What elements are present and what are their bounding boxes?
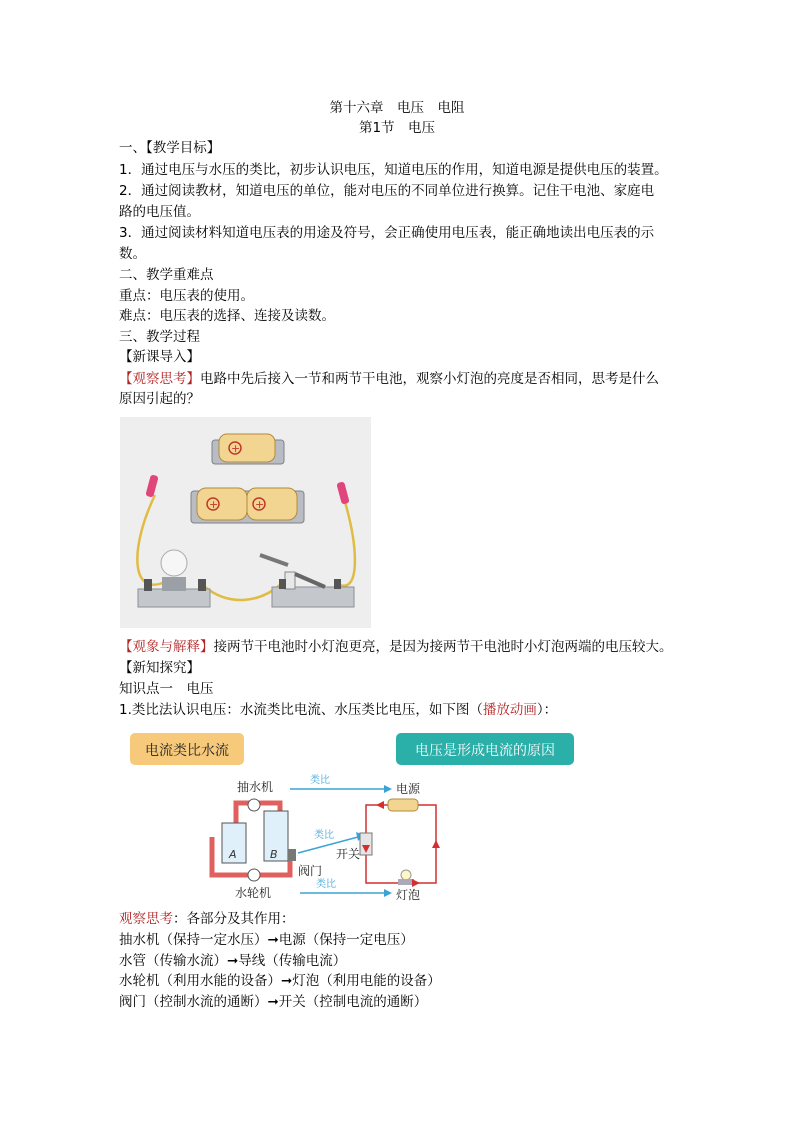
- pump-label: 抽水机: [237, 780, 274, 794]
- objectives-heading: 一、【教学目标】: [119, 140, 221, 156]
- obs2-line: [119, 909, 295, 929]
- explain-tag: 【观象与解释】: [119, 639, 214, 655]
- power-label: 电源: [396, 782, 421, 796]
- analogy-label-3: 类比: [316, 879, 336, 890]
- svg-text:+: +: [231, 442, 241, 455]
- single-battery: [212, 434, 284, 464]
- analogy-text-b: ）：: [536, 702, 558, 718]
- observe-tag: 【观察思考】: [119, 371, 200, 387]
- tank-a-label: A: [229, 848, 237, 861]
- objective-2b: 路的电压值。: [119, 204, 200, 220]
- left-box-label: 电流类比水流: [145, 743, 229, 759]
- right-box-label: 电压是形成电流的原因: [415, 743, 555, 759]
- bulb-holder: [138, 550, 210, 607]
- section-title: 第1节 电压: [358, 120, 436, 136]
- analogy-row-4: 阀门（控制水流的通断）➞开关（控制电流的通断）: [119, 994, 428, 1010]
- switch-label: 开关: [336, 847, 361, 861]
- keypoints-heading: 二、教学重难点: [119, 267, 214, 283]
- svg-text:+: +: [209, 498, 219, 511]
- valve-label: 阀门: [298, 864, 323, 878]
- objective-3a: 3．通过阅读材料知道电压表的用途及符号，会正确使用电压表，能正确地读出电压表的示: [119, 225, 655, 241]
- observe-line-b: 原因引起的？: [119, 391, 200, 407]
- analogy-svg: [120, 725, 580, 905]
- battery-circuit-figure: [120, 417, 371, 628]
- explain-text: 接两节干电池时小灯泡更亮，是因为接两节干电池时小灯泡两端的电压较大。: [213, 639, 673, 655]
- obs2-text: ：各部分及其作用：: [173, 911, 295, 927]
- double-battery: [191, 488, 304, 523]
- electric-circuit: [360, 799, 440, 887]
- analogy-label-2: 类比: [314, 830, 334, 841]
- observe-text: 电路中先后接入一节和两节干电池，观察小灯泡的亮度是否相同，思考是什么: [200, 371, 659, 387]
- intro-tag: 【新课导入】: [119, 349, 200, 365]
- analogy-text-a: 1.类比法认识电压：水流类比电流、水压类比电压，如下图（: [119, 702, 483, 718]
- play-animation-link[interactable]: 播放动画: [482, 702, 537, 718]
- objective-2a: 2．通过阅读教材，知道电压的单位，能对电压的不同单位进行换算。记住干电池、家庭电: [119, 183, 655, 199]
- explore-tag: 【新知探究】: [119, 660, 200, 676]
- analogy-row-3: 水轮机（利用水能的设备）➞灯泡（利用电能的设备）: [119, 973, 441, 989]
- chapter-title: 第十六章 电压 电阻: [329, 100, 465, 116]
- analogy-figure: [120, 725, 580, 905]
- analogy-label-1: 类比: [310, 775, 330, 786]
- observe-line-a: [119, 369, 659, 389]
- key-point: 重点：电压表的使用。: [119, 288, 254, 304]
- knowledge-title: 知识点一 电压: [119, 681, 214, 697]
- process-heading: 三、教学过程: [119, 329, 200, 345]
- bulb-label: 灯泡: [396, 888, 421, 902]
- obs2-tag: 观察思考: [119, 911, 173, 927]
- analogy-line: [119, 700, 557, 720]
- svg-text:+: +: [255, 498, 265, 511]
- objective-3b: 数。: [119, 246, 146, 262]
- objective-1: 1．通过电压与水压的类比，初步认识电压，知道电压的作用，知道电源是提供电压的装置。: [119, 162, 668, 178]
- turbine-label: 水轮机: [235, 886, 272, 900]
- difficult-point: 难点：电压表的选择、连接及读数。: [119, 308, 335, 324]
- analogy-row-1: 抽水机（保持一定水压）➞电源（保持一定电压）: [119, 932, 414, 948]
- tank-b-label: B: [270, 848, 278, 861]
- explain-line: [119, 637, 673, 657]
- switch-device: [260, 555, 354, 607]
- analogy-row-2: 水管（传输水流）➞导线（传输电流）: [119, 953, 347, 969]
- water-system: [212, 799, 296, 881]
- battery-circuit-svg: [120, 417, 371, 628]
